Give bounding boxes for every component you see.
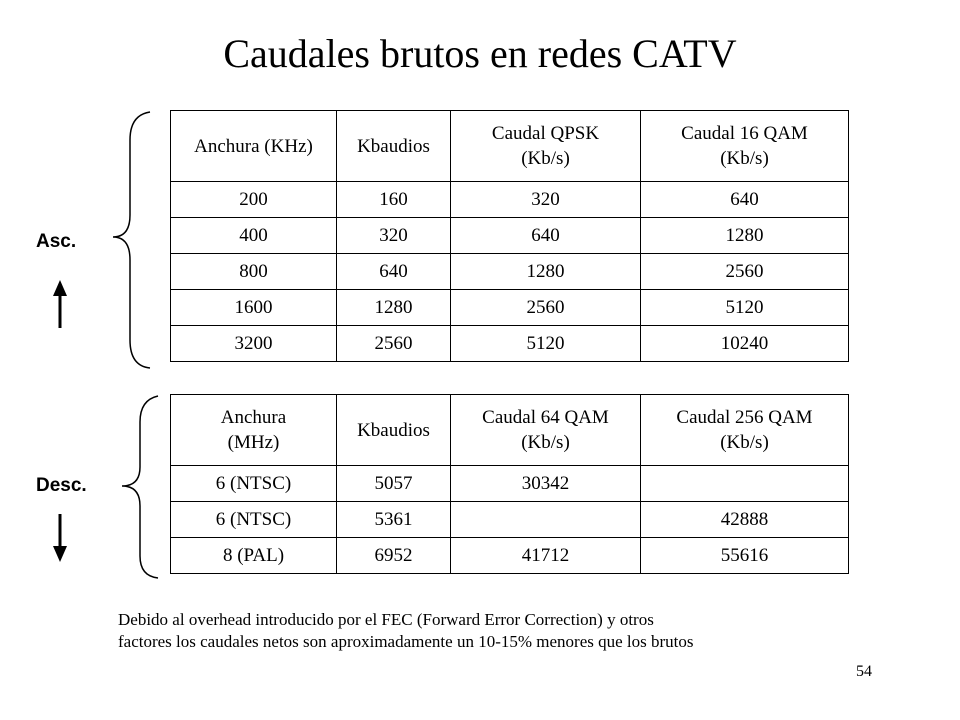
table-row xyxy=(171,466,849,502)
table-cell: 160 xyxy=(337,182,451,218)
table-row xyxy=(171,502,849,538)
column-header: Caudal 16 QAM (Kb/s) xyxy=(641,111,849,182)
table-cell: 640 xyxy=(337,254,451,290)
table-cell: 640 xyxy=(451,218,641,254)
footnote xyxy=(118,609,878,653)
page-number: 54 xyxy=(856,663,872,680)
table-row xyxy=(171,290,849,326)
table-cell: 5057 xyxy=(337,466,451,502)
table-row xyxy=(171,254,849,290)
column-header: Caudal 256 QAM (Kb/s) xyxy=(641,395,849,466)
column-header: Anchura (MHz) xyxy=(171,395,337,466)
table-row xyxy=(171,538,849,574)
table-cell: 5120 xyxy=(641,290,849,326)
table-cell: 5120 xyxy=(451,326,641,362)
table-cell: 320 xyxy=(451,182,641,218)
table-cell: 400 xyxy=(171,218,337,254)
page-title: Caudales brutos en redes CATV xyxy=(223,31,737,76)
column-header: Kbaudios xyxy=(337,395,451,466)
table-cell: 1280 xyxy=(337,290,451,326)
table-cell: 42888 xyxy=(641,502,849,538)
table-cell: 1280 xyxy=(641,218,849,254)
table-cell: 6 (NTSC) xyxy=(171,466,337,502)
table-cell xyxy=(641,466,849,502)
footnote-line: Debido al overhead introducido por el FEC (Forward Error Correction) y otros xyxy=(118,610,654,629)
column-header: Anchura (KHz) xyxy=(171,111,337,182)
column-header: Caudal QPSK (Kb/s) xyxy=(451,111,641,182)
table-cell: 640 xyxy=(641,182,849,218)
table-cell: 6 (NTSC) xyxy=(171,502,337,538)
column-header: Caudal 64 QAM (Kb/s) xyxy=(451,395,641,466)
downstream-label: Desc. xyxy=(36,475,87,496)
table-cell: 10240 xyxy=(641,326,849,362)
table-cell: 1280 xyxy=(451,254,641,290)
downstream-table xyxy=(170,394,849,574)
table-cell: 5361 xyxy=(337,502,451,538)
table-cell: 1600 xyxy=(171,290,337,326)
footnote-line: factores los caudales netos son aproximadamente un 10-15% menores que los brutos xyxy=(118,632,694,651)
table-row xyxy=(171,218,849,254)
table-cell: 55616 xyxy=(641,538,849,574)
table-cell xyxy=(451,502,641,538)
up-arrow-icon xyxy=(53,280,67,328)
table-cell: 2560 xyxy=(641,254,849,290)
table-header-row xyxy=(171,111,849,182)
table-cell: 200 xyxy=(171,182,337,218)
table-cell: 6952 xyxy=(337,538,451,574)
table-row xyxy=(171,326,849,362)
table-cell: 30342 xyxy=(451,466,641,502)
table-cell: 2560 xyxy=(337,326,451,362)
table-cell: 800 xyxy=(171,254,337,290)
table-cell: 8 (PAL) xyxy=(171,538,337,574)
table-cell: 2560 xyxy=(451,290,641,326)
upstream-table xyxy=(170,110,849,362)
table-cell: 320 xyxy=(337,218,451,254)
upstream-brace xyxy=(113,112,150,368)
table-header-row xyxy=(171,395,849,466)
table-cell: 3200 xyxy=(171,326,337,362)
table-row xyxy=(171,182,849,218)
downstream-brace xyxy=(122,396,158,578)
upstream-label: Asc. xyxy=(36,231,77,252)
down-arrow-icon xyxy=(53,514,67,562)
column-header: Kbaudios xyxy=(337,111,451,182)
table-cell: 41712 xyxy=(451,538,641,574)
